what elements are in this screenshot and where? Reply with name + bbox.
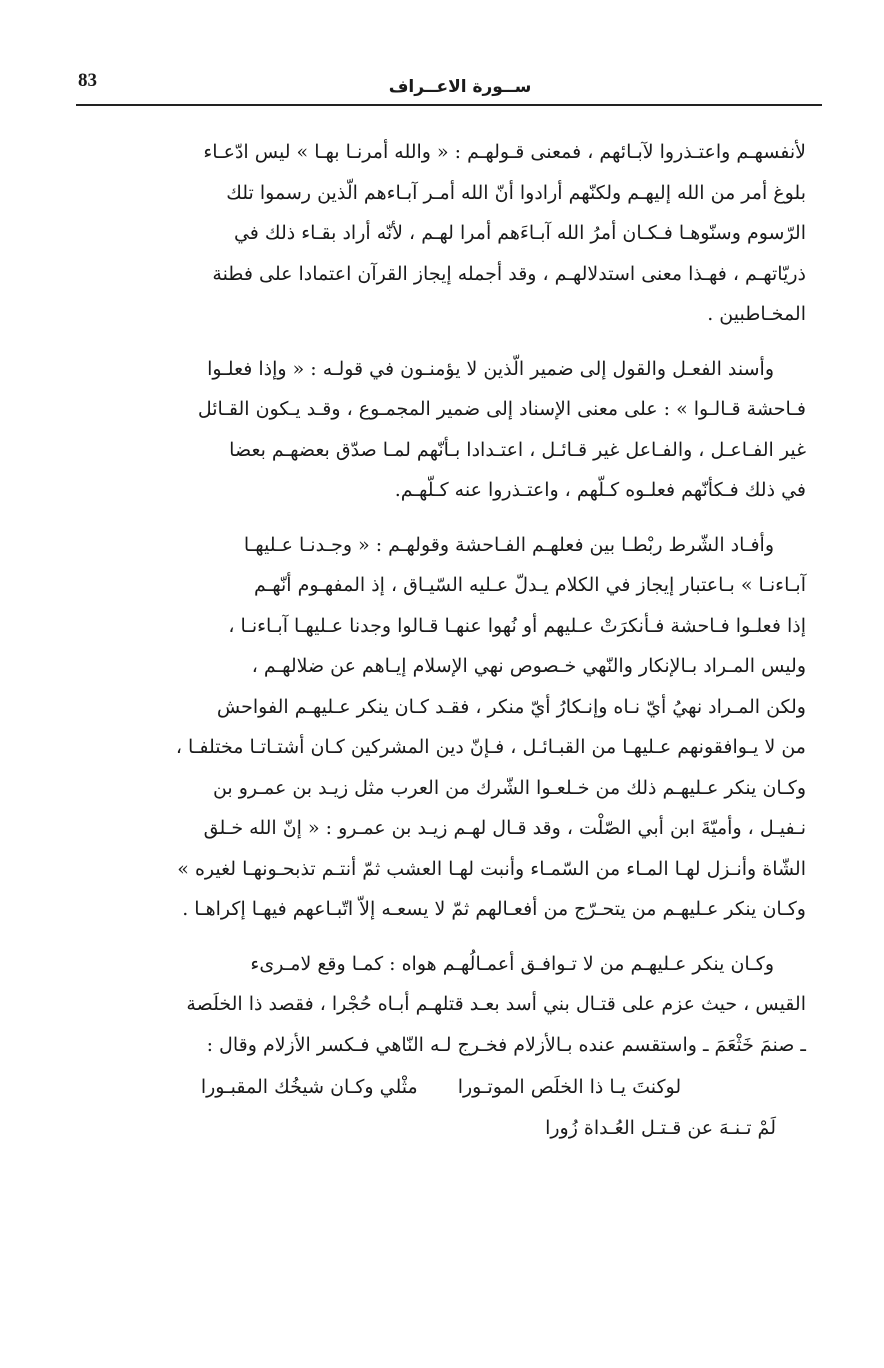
- poem-verse: [76, 1067, 806, 1148]
- verse-hemistich-2: مثْلي وكـان شيخُك المقبـورا: [200, 1076, 418, 1098]
- running-header-title: ســورة الاعــراف: [388, 77, 532, 97]
- text-line: ولكن المـراد نهيُ أيّ نـاه وإنـكارُ أيّ منكر ، فقـد كـان ينكر عـليهـم الفواحش: [216, 695, 806, 718]
- text-line: فـاحشة قـالـوا » : على معنى الإسناد إلى ضمير المجمـوع ، وقـد يـكون القـائل: [197, 398, 806, 420]
- text-line: المخـاطبين .: [707, 303, 806, 325]
- text-line: الرّسوم وسنّوهـا فـكـان أمرُ الله آبـاءَهم أمرا لهـم ، لأنّه أراد بقـاء ذلك في: [233, 222, 806, 244]
- text-line: في ذلك فـكأنّهم فعلـوه كـلّهم ، واعتـذروا عنه كـلّهـم.: [394, 479, 806, 501]
- text-line: ـ صنمَ خَثْعَمَ ـ واستقسم عنده بـالأزلام فخـرج لـه النّاهي فـكسر الأزلام وقال :: [206, 1033, 806, 1056]
- verse-line-1: [76, 1067, 806, 1108]
- paragraph-1: [76, 132, 806, 335]
- page-number: 83: [78, 70, 97, 91]
- text-line: وليس المـراد بـالإنكار والنّهي خـصوص نهي الإسلام إيـاهم عن ضلالهـم ،: [251, 655, 806, 677]
- text-line: من لا يـوافقونهم عـليهـا من القبـائـل ، فـإنّ دين المشركين كـان أشتـاتـا مختلفـا ،: [175, 736, 806, 758]
- text-line: وأفـاد الشّرط ربْطـا بين فعلهـم الفـاحشة وقولهـم : « وجـدنـا عـليهـا: [243, 533, 774, 556]
- paragraph-3: [76, 525, 806, 930]
- paragraph-2: [76, 349, 806, 511]
- header-rule: [76, 104, 822, 106]
- text-line: آبـاءنـا » بـاعتبار إيجاز في الكلام يـدلّ عـليه السّيـاق ، إذ المفهـوم أنّهـم: [254, 574, 806, 596]
- text-line: بلوغ أمر من الله إليهـم ولكنّهم أرادوا أنّ الله أمـر آبـاءهم الّذين رسموا تلك: [226, 181, 806, 204]
- text-line: وكـان ينكر عـليهـم ذلك من خـلعـوا الشّرك من العرب مثل زيـد بن عمـرو بن: [212, 776, 806, 799]
- body-text: [76, 132, 806, 1148]
- text-line: القيس ، حيث عزم على قتـال بني أسد بعـد قتلهـم أبـاه حُجْرا ، فقصد ذا الخلَصة: [186, 993, 806, 1015]
- text-line: إذا فعلـوا فـاحشة فـأنكرَتْ عـليهم أو نُهوا عنهـا قـالوا وجدنا عـليهـا آبـاءنـا ،: [228, 614, 806, 637]
- verse-hemistich-1: لوكنتَ يـا ذا الخلَص الموتـورا: [457, 1076, 682, 1098]
- text-line: غير الفـاعـل ، والفـاعل غير قـائـل ، اعتـدادا بـأنّهم لمـا صدّق بعضهـم بعضا: [229, 438, 806, 461]
- text-line: وكـان ينكر عـليهـم من لا تـوافـق أعمـالُهـم هواه : كمـا وقع لامـرىء: [250, 952, 774, 975]
- text-line: وأسند الفعـل والقول إلى ضمير الّذين لا يؤمنـون في قولـه : « وإذا فعلـوا: [207, 357, 774, 380]
- paragraph-gap: [76, 511, 806, 525]
- text-line: وكـان ينكر عـليهـم من يتحـرّج من أفعـالهم ثمّ لا يسعـه إلاّ اتّبـاعهم فيهـا إكراهـا .: [182, 898, 806, 920]
- verse-line-2: لَمْ تـنـهَ عن قـتـل العُـداة زُورا: [545, 1116, 776, 1139]
- paragraph-gap: [76, 930, 806, 944]
- text-line: الشّاة وأنـزل لهـا المـاء من السّمـاء وأنبت لهـا العشب ثمّ أنتـم تذبحـونهـا لغيره »: [177, 857, 806, 880]
- paragraph-gap: [76, 335, 806, 349]
- text-line: نـفيـل ، وأميّةَ ابن أبي الصّلْت ، وقد قـال لهـم زيـد بن عمـرو : « إنّ الله خـلق: [203, 817, 806, 839]
- text-line: لأنفسهـم واعتـذروا لآبـائهم ، فمعنى قـولهـم : « والله أمرنـا بهـا » ليس ادّعـاء: [203, 141, 806, 163]
- paragraph-4: [76, 944, 806, 1066]
- text-line: ذريّاتهـم ، فهـذا معنى استدلالهـم ، وقد أجمله إيجاز القرآن اعتمادا على فطنة: [212, 262, 806, 285]
